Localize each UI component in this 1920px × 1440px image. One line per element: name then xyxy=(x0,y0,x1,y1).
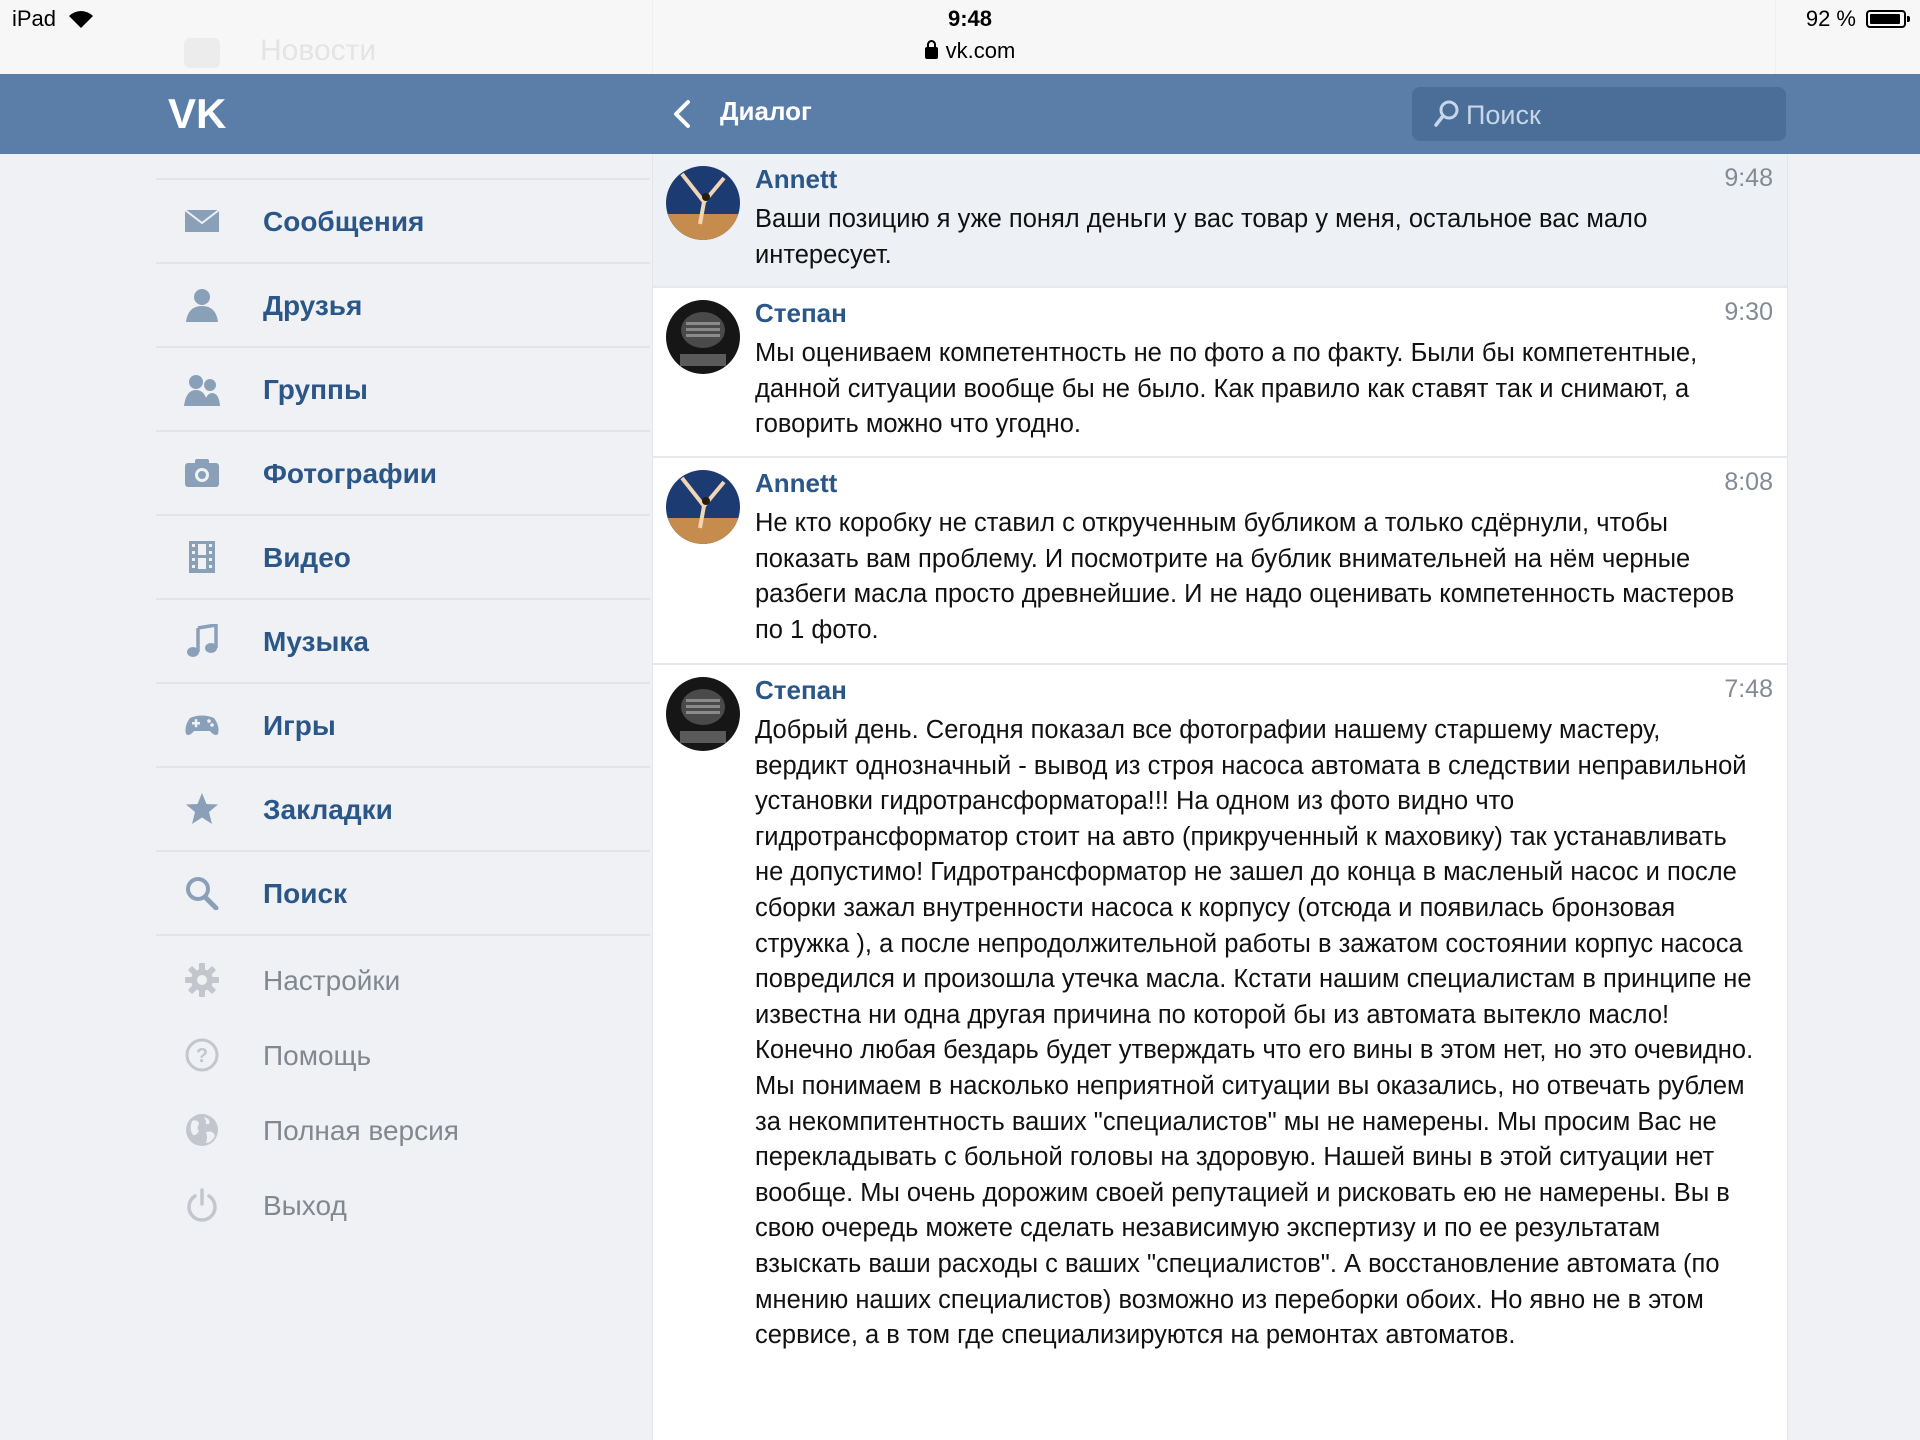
gamepad-icon xyxy=(184,708,220,742)
avatar[interactable] xyxy=(666,166,740,240)
page-title: Диалог xyxy=(720,96,812,126)
message-item[interactable] xyxy=(653,154,1787,288)
globe-icon xyxy=(184,1112,220,1148)
people-icon xyxy=(184,372,220,406)
sidebar-item-messages[interactable] xyxy=(156,178,650,262)
sidebar-item-label: Полная версия xyxy=(263,1115,459,1146)
svg-text:VK: VK xyxy=(168,94,227,132)
sidebar-item-friends[interactable] xyxy=(156,262,650,346)
sidebar-item-label: Настройки xyxy=(263,965,401,996)
message-author[interactable]: Annett xyxy=(755,468,838,498)
gear-icon xyxy=(184,962,220,998)
music-note-icon xyxy=(184,624,220,658)
star-icon xyxy=(184,792,220,826)
message-item[interactable] xyxy=(653,288,1787,458)
svg-text:?: ? xyxy=(195,1045,209,1067)
message-author[interactable]: Степан xyxy=(755,675,847,705)
vk-logo-icon[interactable] xyxy=(168,94,228,132)
sidebar-item-label: Сообщения xyxy=(263,206,425,237)
search-input[interactable] xyxy=(1464,87,1768,143)
person-icon xyxy=(184,288,220,322)
power-icon xyxy=(184,1187,220,1223)
url-text: vk.com xyxy=(945,38,1016,63)
background-news-label: Новости xyxy=(260,34,377,67)
sidebar-item-settings[interactable] xyxy=(156,942,650,1017)
message-author[interactable]: Степан xyxy=(755,298,847,328)
search-box[interactable] xyxy=(1412,87,1786,141)
avatar[interactable] xyxy=(666,470,740,544)
sidebar-item-label: Группы xyxy=(263,374,368,405)
top-header xyxy=(0,74,1920,154)
sidebar-item-groups[interactable] xyxy=(156,346,650,430)
message-text: Добрый день. Сегодня показал все фотографии нашему старшему мастеру, вердикт однозначный - вывод из строя насоса автомата в следствии неправильной установки гидротрансформатора!!! На одном из фото видно что гидротрансформатор стоит на авто (прикрученный к маховику) так устанавливать не допустимо! Гидротрансформатор не зашел до конца в масленый насос и после сборки зажал внутренности насоса к корпусу (отсюда и появилась бронзовая стружка ), а после непродолжительной работы в зажатом состоянии корпус насоса повредился и произошла утечка масла. Кстати нашим специалистам в принципе не известна ни одна другая причина по которой бы из автомата вытекло масло! Конечно любая бездарь будет утверждать что его вины в этом нет, но это очевидно. Мы понимаем в насколько неприятной ситуации вы оказались, но отвечать рублем за некомпитентность ваших "специалистов" мы не намерены. Мы просим Вас не перекладывать с больной головы на здоровую. Нашей вины в этой ситуации нет вообще. Мы очень дорожим своей репутацией и рисковать ею не намерены. Вы в свою очередь можете сделать независимую экспертизу и по ее результатам взыскать ваши расходы с ваших "специалистов". А восстановление автомата (по мнению наших специалистов) возможно из переборки обоих. Но явно не в этом сервисе, а в том где специализируются на ремонтах автоматов. xyxy=(755,716,1754,1350)
sidebar-item-label: Фотографии xyxy=(263,458,438,489)
sidebar-item-video[interactable] xyxy=(156,514,650,598)
lock-icon xyxy=(925,47,938,59)
sidebar-item-label: Музыка xyxy=(263,626,369,657)
sidebar-item-label: Выход xyxy=(263,1190,347,1221)
message-text: Ваши позицию я уже понял деньги у вас товар у меня, остальное вас мало интересует. xyxy=(755,205,1648,269)
clock: 9:48 xyxy=(947,6,993,31)
message-time: 9:30 xyxy=(1724,298,1773,326)
message-text: Не кто коробку не ставил с открученным бубликом а только сдёрнули, чтобы показать вам проблему. И посмотрите на бублик внимательней на нём черные разбеги масла просто древнейшие. И не надо оценивать компетенность мастеров по 1 фото. xyxy=(755,509,1735,644)
device-name: iPad xyxy=(12,6,57,31)
message-item[interactable] xyxy=(653,458,1787,665)
sidebar-item-full-version[interactable] xyxy=(156,1092,650,1167)
message-time: 8:08 xyxy=(1724,468,1773,496)
battery-icon xyxy=(1866,10,1906,28)
avatar[interactable] xyxy=(666,677,740,751)
sidebar-item-music[interactable] xyxy=(156,598,650,682)
sidebar-item-search[interactable] xyxy=(156,850,650,934)
sidebar-item-label: Закладки xyxy=(263,794,393,825)
message-item[interactable] xyxy=(653,665,1787,1440)
address-bar[interactable] xyxy=(0,38,1920,64)
battery-percent: 92 % xyxy=(1805,6,1856,31)
message-author[interactable]: Annett xyxy=(755,164,838,194)
search-icon xyxy=(184,876,220,910)
sidebar-divider xyxy=(156,934,650,936)
search-icon xyxy=(1434,100,1460,128)
avatar[interactable] xyxy=(666,300,740,374)
message-time: 7:48 xyxy=(1724,675,1773,703)
sidebar-item-photos[interactable] xyxy=(156,430,650,514)
envelope-icon xyxy=(184,204,220,238)
sidebar-item-label: Видео xyxy=(263,542,351,573)
sidebar-item-help[interactable] xyxy=(156,1017,650,1092)
sidebar-item-label: Помощь xyxy=(263,1040,372,1071)
sidebar-item-label: Игры xyxy=(263,710,336,741)
sidebar-item-label: Поиск xyxy=(263,878,348,909)
message-text: Мы оцениваем компетентность не по фото а по факту. Были бы компетентные, данной ситуации вообще бы не было. Как правило как ставят так и снимают, а говорить можно что угодно. xyxy=(755,339,1698,439)
message-time: 9:48 xyxy=(1724,164,1773,192)
sidebar-item-label: Друзья xyxy=(263,290,363,321)
film-icon xyxy=(184,540,220,574)
sidebar-item-logout[interactable] xyxy=(156,1167,650,1242)
dialog-list xyxy=(652,154,1788,1440)
sidebar-item-games[interactable] xyxy=(156,682,650,766)
help-icon xyxy=(184,1037,220,1073)
status-bar xyxy=(0,0,1920,74)
camera-icon xyxy=(184,456,220,490)
back-button[interactable] xyxy=(664,94,704,134)
sidebar xyxy=(156,178,650,1242)
sidebar-item-bookmarks[interactable] xyxy=(156,766,650,850)
